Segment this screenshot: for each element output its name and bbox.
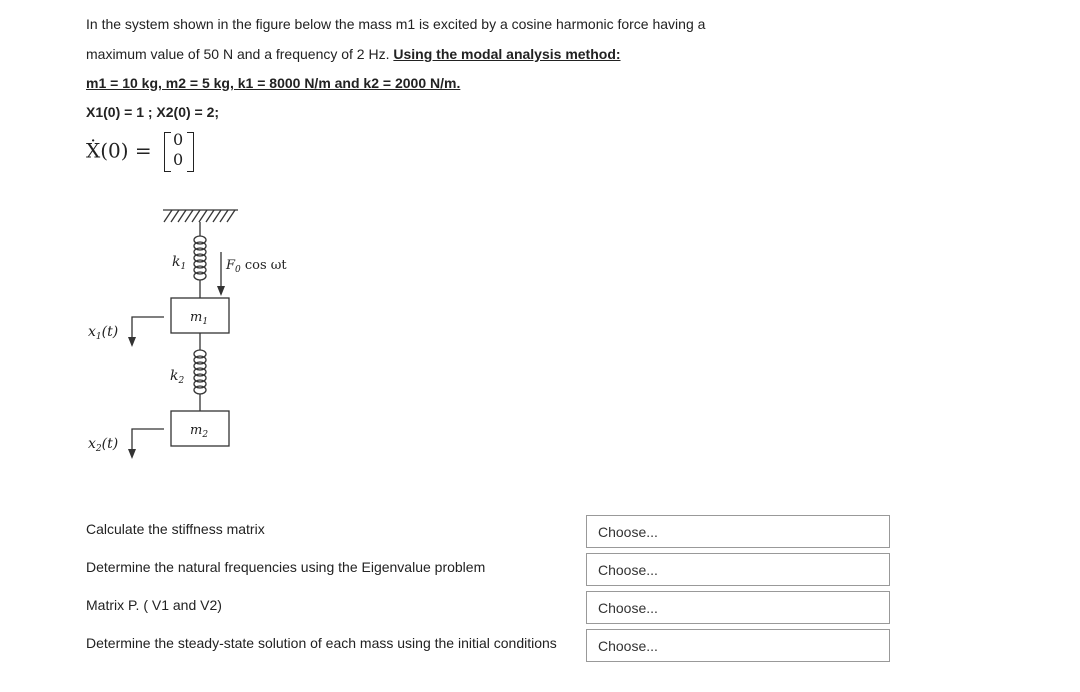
x2-indicator bbox=[128, 429, 164, 459]
method-heading: Using the modal analysis method: bbox=[393, 46, 621, 62]
spring-k1 bbox=[194, 222, 206, 298]
velocity-value-2: 0 bbox=[173, 150, 184, 169]
left-bracket bbox=[164, 132, 171, 172]
question-stiffness-matrix: Calculate the stiffness matrix bbox=[86, 521, 265, 537]
k2-label: $k_2$ bbox=[170, 368, 185, 386]
answer-select-steady-state[interactable]: Choose... bbox=[586, 629, 890, 662]
problem-text-frequency: maximum value of 50 N and a frequency of 2 Hz. bbox=[86, 46, 394, 62]
k1-label: $k_1$ bbox=[172, 254, 187, 272]
initial-velocity-equation bbox=[86, 132, 194, 172]
question-matrix-p: Matrix P. ( V1 and V2) bbox=[86, 597, 222, 613]
x2-label: $x_2(t)$ bbox=[88, 436, 119, 454]
answer-select-stiffness-matrix[interactable]: Choose... bbox=[586, 515, 890, 548]
x1-indicator bbox=[128, 317, 164, 347]
answer-select-matrix-p[interactable]: Choose... bbox=[586, 591, 890, 624]
answer-select-natural-frequencies[interactable]: Choose... bbox=[586, 553, 890, 586]
question-steady-state: Determine the steady-state solution of each mass using the initial conditions bbox=[86, 635, 557, 651]
force-label: $F_0$ cos ωt bbox=[226, 258, 287, 275]
initial-velocity-label: Ẋ(0) = bbox=[86, 138, 152, 163]
problem-text-line-2 bbox=[86, 46, 621, 62]
x1-label: $x_1(t)$ bbox=[88, 324, 119, 342]
initial-displacements: X1(0) = 1 ; X2(0) = 2; bbox=[86, 104, 220, 120]
m1-label: $m_1$ bbox=[190, 310, 209, 327]
problem-text-line-1: In the system shown in the figure below the mass m1 is excited by a cosine harmonic force having a bbox=[86, 16, 706, 32]
m2-label: $m_2$ bbox=[190, 423, 209, 440]
given-parameters: m1 = 10 kg, m2 = 5 kg, k1 = 8000 N/m and k2 = 2000 N/m. bbox=[86, 75, 461, 91]
velocity-vector bbox=[164, 132, 194, 172]
velocity-value-1: 0 bbox=[173, 130, 184, 149]
force-arrow bbox=[217, 252, 225, 296]
spring-k2 bbox=[194, 333, 206, 411]
question-natural-frequencies: Determine the natural frequencies using the Eigenvalue problem bbox=[86, 559, 486, 575]
right-bracket bbox=[187, 132, 194, 172]
spring-mass-figure bbox=[80, 200, 320, 470]
ground-hatch bbox=[163, 210, 238, 222]
